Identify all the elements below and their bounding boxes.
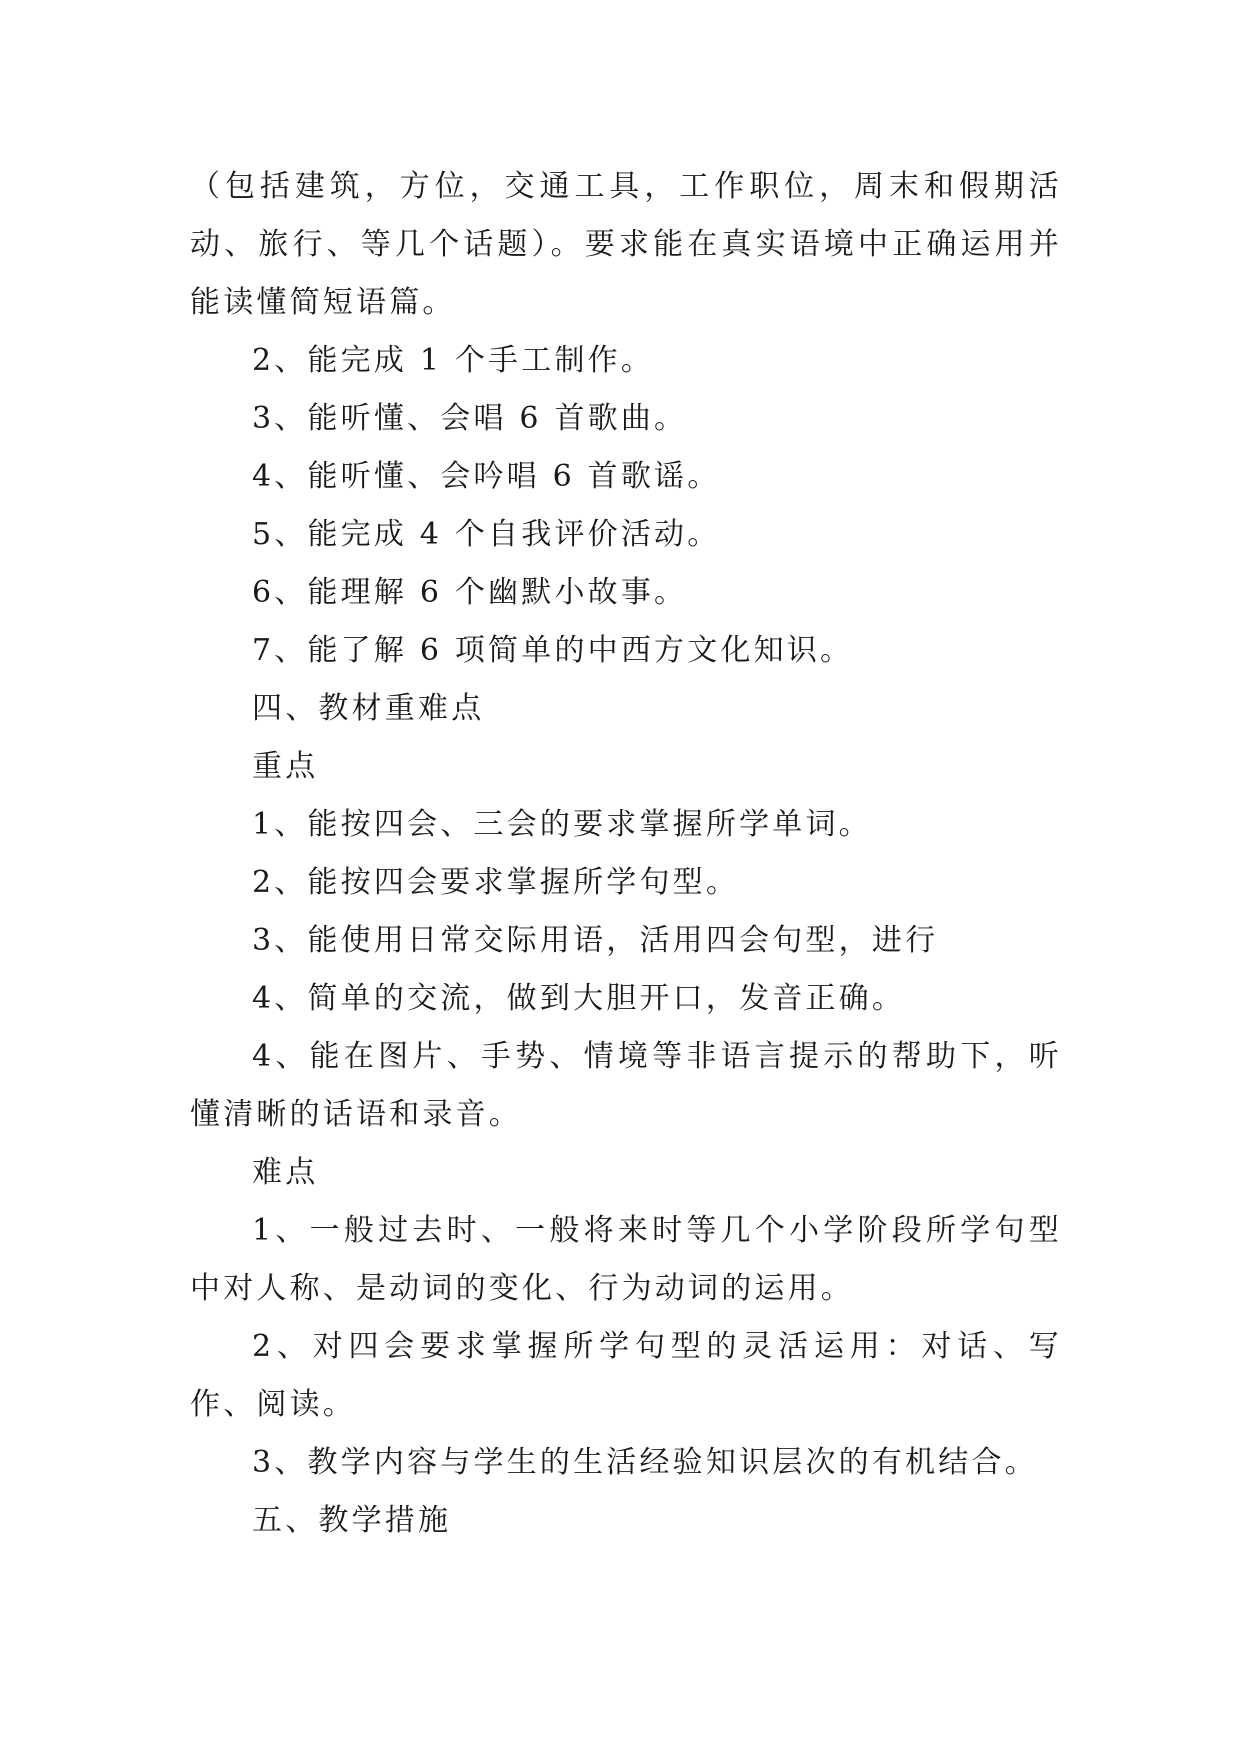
key-point-4a: 4、简单的交流，做到大胆开口，发音正确。 bbox=[252, 981, 906, 1016]
subheading-difficulties: 难点 bbox=[252, 1155, 319, 1190]
key-point-3: 3、能使用日常交际用语，活用四会句型，进行 bbox=[252, 923, 939, 958]
subheading-key-points: 重点 bbox=[252, 749, 319, 784]
difficulty-2: 2、对四会要求掌握所学句型的灵活运用：对话、写作、阅读。 bbox=[190, 1329, 1062, 1422]
difficulty-3: 3、教学内容与学生的生活经验知识层次的有机结合。 bbox=[252, 1445, 1038, 1480]
paragraph-item-3: 3、能听懂、会唱 6 首歌曲。 bbox=[252, 401, 688, 436]
paragraph-item-4: 4、能听懂、会吟唱 6 首歌谣。 bbox=[252, 459, 721, 494]
difficulty-1: 1、一般过去时、一般将来时等几个小学阶段所学句型中对人称、是动词的变化、行为动词的运用。 bbox=[190, 1213, 1062, 1306]
key-point-4b: 4、能在图片、手势、情境等非语言提示的帮助下，听懂清晰的话语和录音。 bbox=[190, 1039, 1062, 1132]
document-body bbox=[190, 158, 1062, 1550]
key-point-1: 1、能按四会、三会的要求掌握所学单词。 bbox=[252, 807, 872, 842]
paragraph-item-5: 5、能完成 4 个自我评价活动。 bbox=[252, 517, 721, 552]
section-heading-5: 五、教学措施 bbox=[252, 1503, 452, 1538]
paragraph-item-2: 2、能完成 1 个手工制作。 bbox=[252, 343, 655, 378]
paragraph-item-7: 7、能了解 6 项简单的中西方文化知识。 bbox=[252, 633, 854, 668]
section-heading-4: 四、教材重难点 bbox=[252, 691, 485, 726]
paragraph-topics: （包括建筑，方位，交通工具，工作职位，周末和假期活动、旅行、等几个话题）。要求能在真实语境中正确运用并能读懂简短语篇。 bbox=[190, 169, 1062, 320]
paragraph-item-6: 6、能理解 6 个幽默小故事。 bbox=[252, 575, 688, 610]
key-point-2: 2、能按四会要求掌握所学句型。 bbox=[252, 865, 740, 900]
